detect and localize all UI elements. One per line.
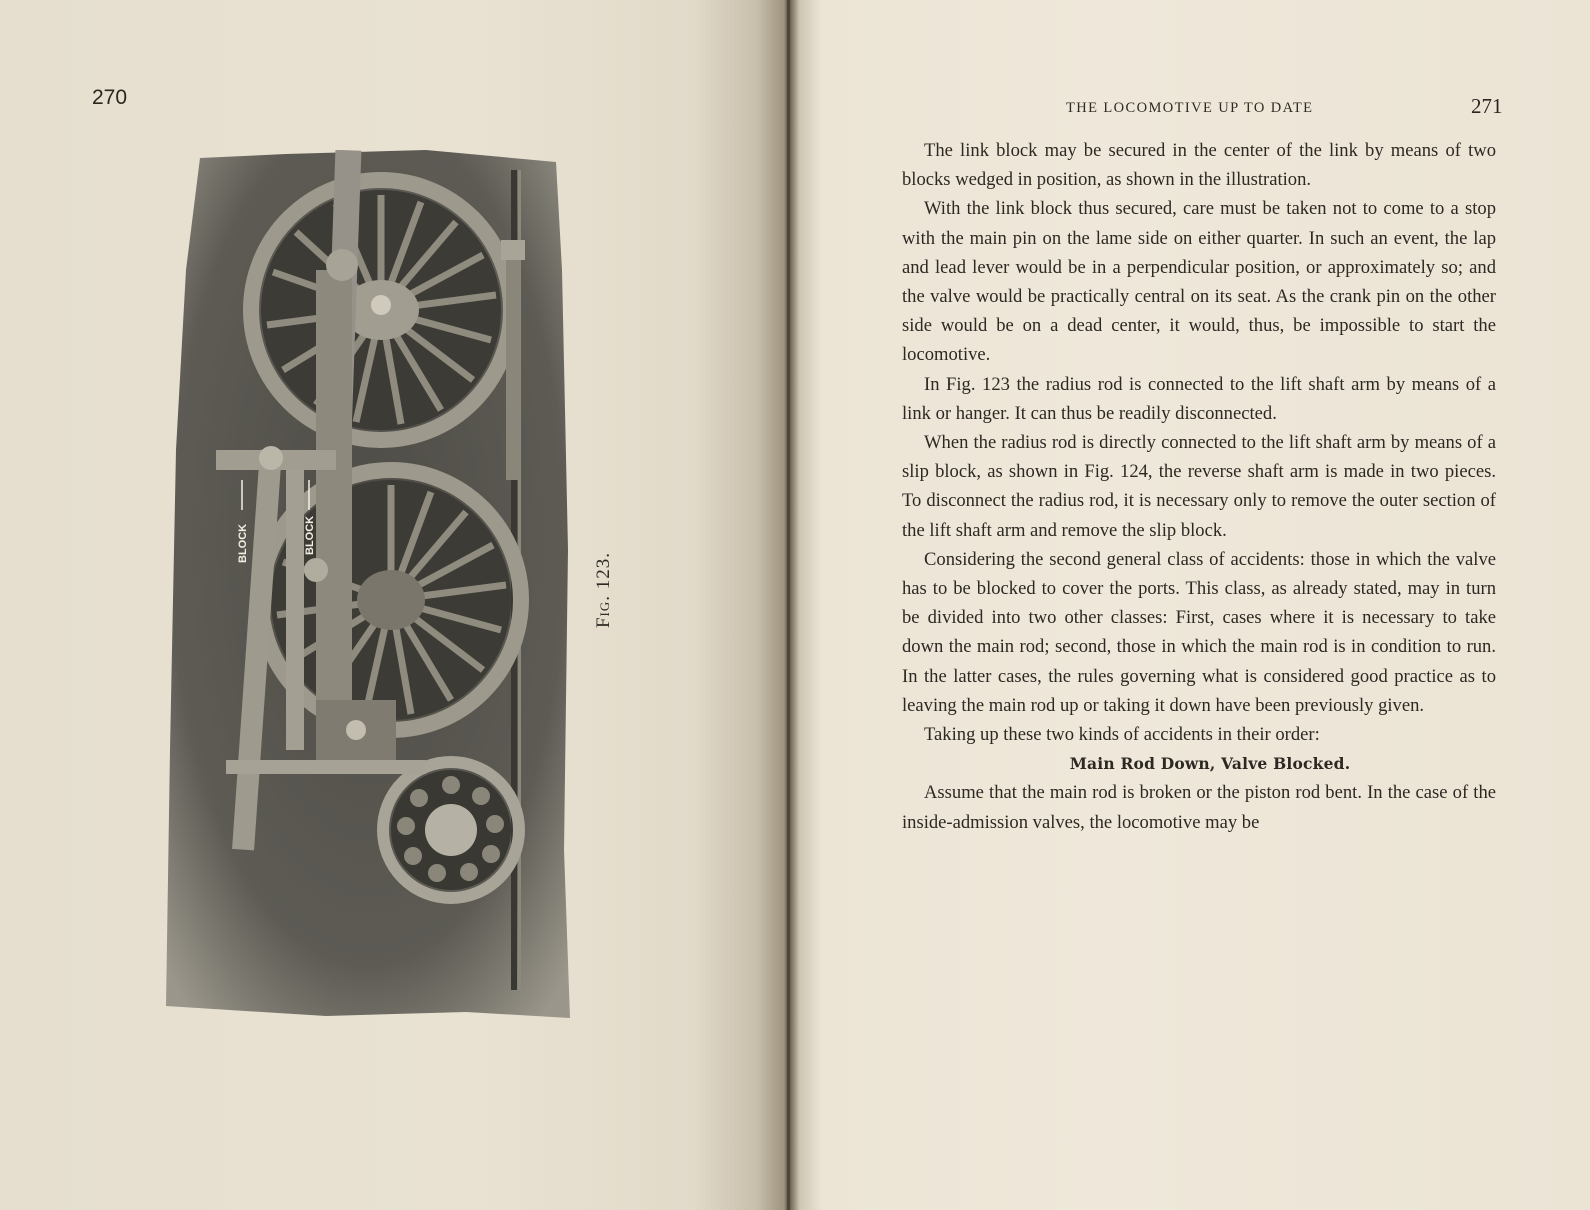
body-text bbox=[902, 136, 1496, 837]
locomotive-photo bbox=[166, 150, 576, 1020]
figure-caption bbox=[593, 552, 615, 628]
paragraph: When the radius rod is directly connected to the lift shaft arm by means of a slip block, as shown in Fig. 124, the reverse shaft arm is made in two pieces. To disconnect the radius rod, it is necessary only to remove the outer section of the lift shaft arm and remove the slip block. bbox=[902, 432, 1496, 541]
paragraph: Taking up these two kinds of accidents in their order: bbox=[924, 724, 1320, 746]
page-number: 270 bbox=[92, 86, 128, 109]
figure-caption-prefix: Fig. bbox=[593, 594, 614, 629]
page-number: 271 bbox=[1471, 94, 1503, 118]
figure-caption-number: 123. bbox=[593, 551, 614, 590]
paragraph: Assume that the main rod is broken or the piston rod bent. In the case of the inside-admission valves, the locomotive may be bbox=[902, 782, 1496, 833]
paragraph: The link block may be secured in the center of the link by means of two blocks wedged in position, as shown in the illustration. bbox=[902, 140, 1496, 191]
block-label: BLOCK bbox=[304, 515, 316, 555]
paragraph: With the link block thus secured, care must be taken not to come to a stop with the main pin on the lame side on either quarter. In such an event, the lap and lead lever would be in a perpendicular position, or approximately so; and the valve would be practically central on its seat. As the crank pin on the other side would be on a dead center, it would, thus, be impossible to start the locomotive. bbox=[902, 198, 1496, 366]
paragraph: In Fig. 123 the radius rod is connected to the lift shaft arm by means of a link or hanger. It can thus be readily disconnected. bbox=[902, 373, 1496, 424]
paragraph: Considering the second general class of accidents: those in which the valve has to be blocked to cover the ports. This class, as already stated, may in turn be divided into two other classes: First, cases where it is necessary to take down the main rod; second, those in which the main rod is in condition to run. In the latter cases, the rules governing what is considered good practice as to leaving the main rod up or taking it down have been previously given. bbox=[902, 548, 1496, 716]
section-heading: Main Rod Down, Valve Blocked. bbox=[1069, 754, 1351, 774]
figure-locomotive-valve-gear bbox=[166, 150, 576, 1020]
left-page bbox=[0, 0, 788, 1210]
block-label: BLOCK bbox=[237, 523, 249, 563]
running-head: THE LOCOMOTIVE UP TO DATE bbox=[1066, 100, 1314, 116]
